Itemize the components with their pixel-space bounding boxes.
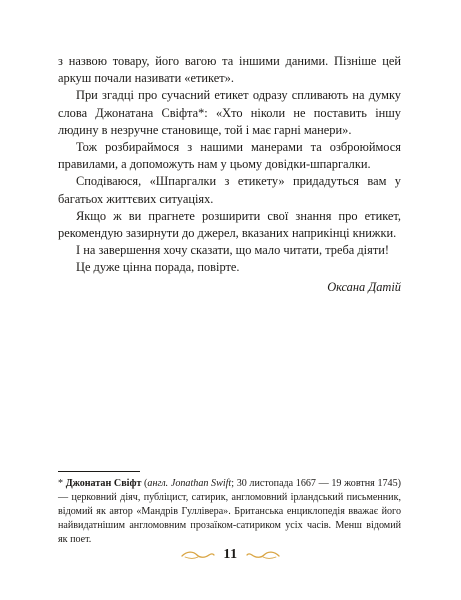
paragraph-7: Це дуже цінна порада, повірте.: [76, 260, 240, 275]
page-number: 11: [223, 547, 238, 562]
main-text: [58, 53, 401, 296]
footnote-divider: [58, 471, 140, 472]
footnote-body: ; 30 листопада 1667 — 19 жовтня 1745) — церковний діяч, публіцист, сатирик, англомовний ірландський письменник, відомий як автор «Мандрів Гуллівера». Британська енциклопедія вважає його найвидатнішим англомовним прозаїком-сатириком усіх часів. Менш відомий як поет.: [58, 478, 402, 545]
paragraph-6: І на завершення хочу сказати, що мало читати, треба діяти!: [76, 243, 389, 258]
swash-right-icon: [246, 549, 280, 561]
paragraph-3: Тож розбираймося з нашими манерами та озброюймося правилами, а допоможуть нам у цьому довідки-шпаргалки.: [58, 140, 401, 172]
paragraph-1: з назвою товару, його вагою та іншими даними. Пізніше цей аркуш почали називати «етикет».: [58, 54, 401, 86]
footnote-text: [58, 477, 401, 547]
paragraph-4: Сподіваюся, «Шпаргалки з етикету» придадуться вам у багатьох життєвих ситуаціях.: [58, 174, 401, 206]
page-folio: [0, 545, 461, 565]
author-signature: Оксана Датій: [327, 279, 401, 294]
footnote-lang-label: англ. Jonathan Swift: [147, 478, 232, 489]
swash-left-icon: [181, 549, 215, 561]
footnote-marker: *: [58, 478, 66, 489]
footnote-open-paren: (: [141, 478, 148, 489]
footnote: [58, 477, 401, 547]
paragraph-5: Якщо ж ви прагнете розширити свої знання про етикет, рекомендую зазирнути до джерел, вказаних наприкінці книжки.: [58, 208, 401, 241]
footnote-name: Джонатан Свіфт: [65, 478, 142, 489]
paragraph-2: При згадці про сучасний етикет одразу спливають на думку слова Джонатана Свіфта*: «Хто ніколи не поставить іншу людину в незручне становище, той і має гарні манери».: [58, 88, 401, 137]
